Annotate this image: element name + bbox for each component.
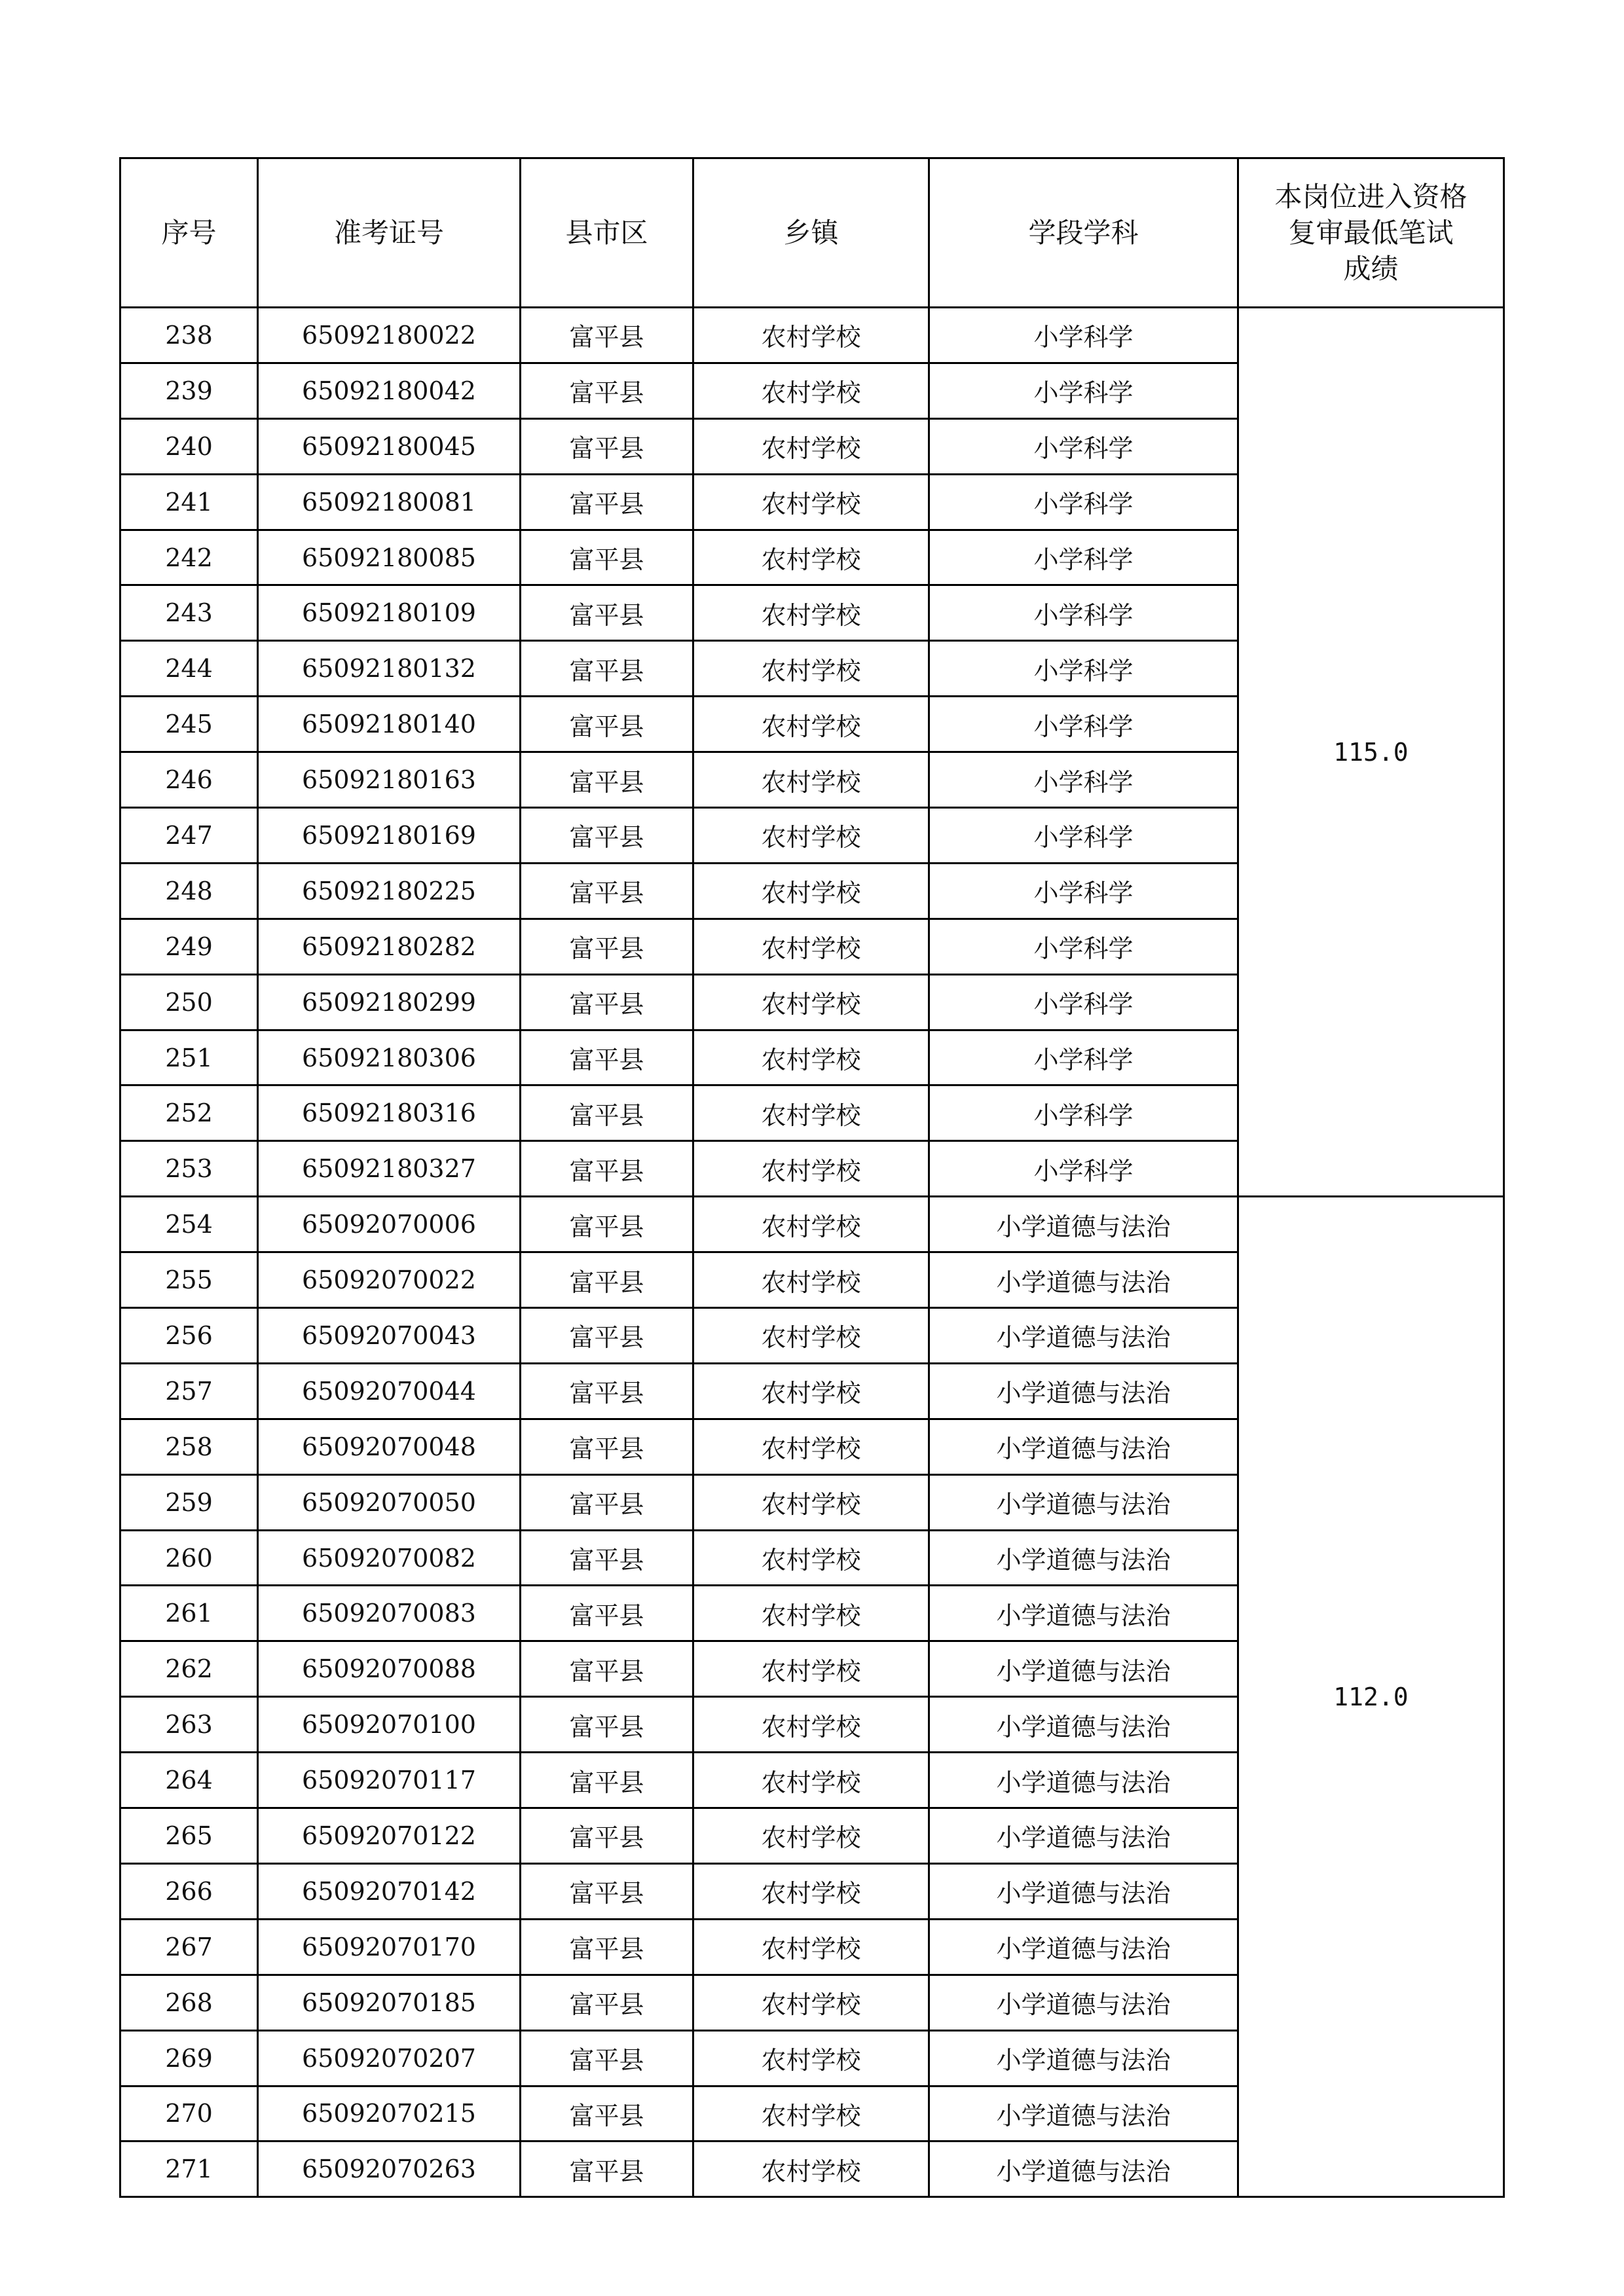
cell-county: 富平县 — [521, 1197, 693, 1252]
cell-subject: 小学科学 — [929, 697, 1238, 752]
cell-seq: 256 — [120, 1308, 258, 1364]
cell-town: 农村学校 — [693, 808, 929, 864]
cell-county: 富平县 — [521, 1697, 693, 1753]
cell-ticket-number: 65092180109 — [258, 585, 521, 641]
header-min-score-line: 本岗位进入资格 — [1274, 181, 1467, 213]
cell-county: 富平县 — [521, 919, 693, 974]
cell-town: 农村学校 — [693, 1697, 929, 1753]
cell-seq: 257 — [120, 1363, 258, 1419]
cell-seq: 240 — [120, 418, 258, 474]
cell-subject: 小学道德与法治 — [929, 1530, 1238, 1586]
cell-county: 富平县 — [521, 363, 693, 418]
cell-seq: 261 — [120, 1586, 258, 1641]
cell-town: 农村学校 — [693, 863, 929, 919]
header-row — [120, 158, 1504, 308]
cell-county: 富平县 — [521, 1753, 693, 1808]
cell-ticket-number: 65092180225 — [258, 863, 521, 919]
cell-subject: 小学科学 — [929, 474, 1238, 530]
header-min-score-line: 复审最低笔试 — [1288, 217, 1454, 249]
cell-seq: 258 — [120, 1419, 258, 1474]
cell-subject: 小学科学 — [929, 1141, 1238, 1197]
cell-town: 农村学校 — [693, 919, 929, 974]
cell-seq: 271 — [120, 2141, 258, 2197]
cell-town: 农村学校 — [693, 1975, 929, 2030]
cell-county: 富平县 — [521, 1085, 693, 1141]
cell-town: 农村学校 — [693, 697, 929, 752]
cell-subject: 小学道德与法治 — [929, 1975, 1238, 2030]
cell-county: 富平县 — [521, 308, 693, 363]
cell-town: 农村学校 — [693, 530, 929, 585]
cell-town: 农村学校 — [693, 474, 929, 530]
header-min-score-line: 成绩 — [1343, 253, 1399, 285]
cell-ticket-number: 65092180085 — [258, 530, 521, 585]
cell-town: 农村学校 — [693, 1419, 929, 1474]
cell-town: 农村学校 — [693, 752, 929, 808]
cell-county: 富平县 — [521, 530, 693, 585]
cell-county: 富平县 — [521, 1530, 693, 1586]
cell-ticket-number: 65092070088 — [258, 1641, 521, 1697]
cell-subject: 小学科学 — [929, 1085, 1238, 1141]
cell-seq: 263 — [120, 1697, 258, 1753]
header-town: 乡镇 — [693, 158, 929, 308]
cell-town: 农村学校 — [693, 1641, 929, 1697]
cell-seq: 248 — [120, 863, 258, 919]
cell-county: 富平县 — [521, 1975, 693, 2030]
cell-seq: 250 — [120, 974, 258, 1030]
cell-ticket-number: 65092180081 — [258, 474, 521, 530]
cell-subject: 小学道德与法治 — [929, 1697, 1238, 1753]
cell-ticket-number: 65092180169 — [258, 808, 521, 864]
cell-seq: 266 — [120, 1863, 258, 1919]
table-row — [120, 1197, 1504, 1252]
cell-town: 农村学校 — [693, 1530, 929, 1586]
cell-county: 富平县 — [521, 1308, 693, 1364]
cell-seq: 253 — [120, 1141, 258, 1197]
cell-subject: 小学道德与法治 — [929, 1474, 1238, 1530]
cell-town: 农村学校 — [693, 363, 929, 418]
header-ticket-number: 准考证号 — [258, 158, 521, 308]
cell-seq: 242 — [120, 530, 258, 585]
cell-town: 农村学校 — [693, 308, 929, 363]
cell-subject: 小学科学 — [929, 752, 1238, 808]
cell-town: 农村学校 — [693, 1474, 929, 1530]
cell-subject: 小学科学 — [929, 418, 1238, 474]
cell-town: 农村学校 — [693, 418, 929, 474]
cell-subject: 小学科学 — [929, 974, 1238, 1030]
cell-town: 农村学校 — [693, 1141, 929, 1197]
cell-ticket-number: 65092070022 — [258, 1252, 521, 1308]
cell-subject: 小学道德与法治 — [929, 1753, 1238, 1808]
cell-town: 农村学校 — [693, 2086, 929, 2141]
cell-town: 农村学校 — [693, 585, 929, 641]
cell-seq: 255 — [120, 1252, 258, 1308]
cell-subject: 小学科学 — [929, 808, 1238, 864]
cell-ticket-number: 65092180327 — [258, 1141, 521, 1197]
cell-seq: 264 — [120, 1753, 258, 1808]
cell-town: 农村学校 — [693, 1753, 929, 1808]
cell-subject: 小学道德与法治 — [929, 1863, 1238, 1919]
cell-seq: 269 — [120, 2030, 258, 2086]
cell-ticket-number: 65092180022 — [258, 308, 521, 363]
cell-seq: 247 — [120, 808, 258, 864]
cell-ticket-number: 65092070083 — [258, 1586, 521, 1641]
cell-subject: 小学道德与法治 — [929, 1586, 1238, 1641]
cell-ticket-number: 65092070170 — [258, 1919, 521, 1975]
cell-subject: 小学科学 — [929, 308, 1238, 363]
cell-ticket-number: 65092180042 — [258, 363, 521, 418]
cell-min-score: 112.0 — [1238, 1197, 1504, 2197]
cell-ticket-number: 65092070050 — [258, 1474, 521, 1530]
header-seq: 序号 — [120, 158, 258, 308]
cell-county: 富平县 — [521, 1474, 693, 1530]
cell-county: 富平县 — [521, 863, 693, 919]
cell-town: 农村学校 — [693, 1363, 929, 1419]
cell-seq: 254 — [120, 1197, 258, 1252]
cell-seq: 251 — [120, 1030, 258, 1085]
cell-town: 农村学校 — [693, 974, 929, 1030]
cell-town: 农村学校 — [693, 1808, 929, 1864]
cell-ticket-number: 65092070043 — [258, 1308, 521, 1364]
cell-town: 农村学校 — [693, 1030, 929, 1085]
cell-county: 富平县 — [521, 808, 693, 864]
cell-county: 富平县 — [521, 1252, 693, 1308]
cell-ticket-number: 65092070185 — [258, 1975, 521, 2030]
cell-ticket-number: 65092180299 — [258, 974, 521, 1030]
cell-min-score: 115.0 — [1238, 308, 1504, 1197]
table-body — [120, 308, 1504, 2197]
cell-county: 富平县 — [521, 1363, 693, 1419]
table-header — [120, 158, 1504, 308]
cell-county: 富平县 — [521, 1919, 693, 1975]
cell-ticket-number: 65092070122 — [258, 1808, 521, 1864]
cell-town: 农村学校 — [693, 1586, 929, 1641]
cell-ticket-number: 65092180316 — [258, 1085, 521, 1141]
cell-subject: 小学道德与法治 — [929, 1919, 1238, 1975]
cell-seq: 244 — [120, 641, 258, 697]
cell-county: 富平县 — [521, 974, 693, 1030]
cell-county: 富平县 — [521, 1808, 693, 1864]
header-min-score — [1238, 158, 1504, 308]
cell-subject: 小学道德与法治 — [929, 1308, 1238, 1364]
cell-ticket-number: 65092070044 — [258, 1363, 521, 1419]
cell-town: 农村学校 — [693, 1308, 929, 1364]
cell-county: 富平县 — [521, 1141, 693, 1197]
cell-county: 富平县 — [521, 1030, 693, 1085]
cell-ticket-number: 65092070263 — [258, 2141, 521, 2197]
cell-ticket-number: 65092180306 — [258, 1030, 521, 1085]
header-subject: 学段学科 — [929, 158, 1238, 308]
cell-county: 富平县 — [521, 474, 693, 530]
cell-seq: 246 — [120, 752, 258, 808]
cell-subject: 小学科学 — [929, 641, 1238, 697]
cell-town: 农村学校 — [693, 1863, 929, 1919]
cell-ticket-number: 65092180132 — [258, 641, 521, 697]
cell-ticket-number: 65092070215 — [258, 2086, 521, 2141]
cell-subject: 小学科学 — [929, 863, 1238, 919]
cell-town: 农村学校 — [693, 641, 929, 697]
cell-ticket-number: 65092070048 — [258, 1419, 521, 1474]
cell-ticket-number: 65092070100 — [258, 1697, 521, 1753]
cell-subject: 小学道德与法治 — [929, 2086, 1238, 2141]
cell-seq: 262 — [120, 1641, 258, 1697]
cell-subject: 小学道德与法治 — [929, 1419, 1238, 1474]
cell-town: 农村学校 — [693, 1085, 929, 1141]
cell-county: 富平县 — [521, 1863, 693, 1919]
cell-town: 农村学校 — [693, 1919, 929, 1975]
cell-seq: 245 — [120, 697, 258, 752]
cell-ticket-number: 65092180045 — [258, 418, 521, 474]
cell-ticket-number: 65092070082 — [258, 1530, 521, 1586]
cell-county: 富平县 — [521, 641, 693, 697]
cell-subject: 小学科学 — [929, 363, 1238, 418]
cell-county: 富平县 — [521, 2141, 693, 2197]
table-row — [120, 308, 1504, 363]
cell-seq: 252 — [120, 1085, 258, 1141]
cell-subject: 小学道德与法治 — [929, 1252, 1238, 1308]
cell-county: 富平县 — [521, 1419, 693, 1474]
cell-ticket-number: 65092180282 — [258, 919, 521, 974]
cell-seq: 260 — [120, 1530, 258, 1586]
cell-county: 富平县 — [521, 2086, 693, 2141]
cell-subject: 小学道德与法治 — [929, 2141, 1238, 2197]
cell-seq: 239 — [120, 363, 258, 418]
cell-county: 富平县 — [521, 752, 693, 808]
cell-subject: 小学科学 — [929, 1030, 1238, 1085]
cell-ticket-number: 65092070006 — [258, 1197, 521, 1252]
cell-subject: 小学道德与法治 — [929, 1808, 1238, 1864]
cell-seq: 270 — [120, 2086, 258, 2141]
cell-seq: 243 — [120, 585, 258, 641]
cell-subject: 小学科学 — [929, 919, 1238, 974]
cell-subject: 小学道德与法治 — [929, 1641, 1238, 1697]
cell-county: 富平县 — [521, 697, 693, 752]
cell-ticket-number: 65092180163 — [258, 752, 521, 808]
cell-ticket-number: 65092070117 — [258, 1753, 521, 1808]
cell-county: 富平县 — [521, 585, 693, 641]
cell-seq: 238 — [120, 308, 258, 363]
cell-subject: 小学道德与法治 — [929, 1197, 1238, 1252]
cell-town: 农村学校 — [693, 2141, 929, 2197]
cell-town: 农村学校 — [693, 1197, 929, 1252]
cell-county: 富平县 — [521, 1641, 693, 1697]
header-county: 县市区 — [521, 158, 693, 308]
cell-seq: 268 — [120, 1975, 258, 2030]
cell-subject: 小学科学 — [929, 530, 1238, 585]
cell-town: 农村学校 — [693, 1252, 929, 1308]
cell-seq: 265 — [120, 1808, 258, 1864]
cell-town: 农村学校 — [693, 2030, 929, 2086]
cell-subject: 小学道德与法治 — [929, 1363, 1238, 1419]
cell-ticket-number: 65092180140 — [258, 697, 521, 752]
cell-ticket-number: 65092070207 — [258, 2030, 521, 2086]
cell-seq: 267 — [120, 1919, 258, 1975]
cell-seq: 241 — [120, 474, 258, 530]
cell-seq: 249 — [120, 919, 258, 974]
cell-subject: 小学科学 — [929, 585, 1238, 641]
cell-ticket-number: 65092070142 — [258, 1863, 521, 1919]
cell-county: 富平县 — [521, 418, 693, 474]
cell-subject: 小学道德与法治 — [929, 2030, 1238, 2086]
qualification-review-table — [119, 157, 1505, 2198]
cell-county: 富平县 — [521, 2030, 693, 2086]
cell-county: 富平县 — [521, 1586, 693, 1641]
cell-seq: 259 — [120, 1474, 258, 1530]
